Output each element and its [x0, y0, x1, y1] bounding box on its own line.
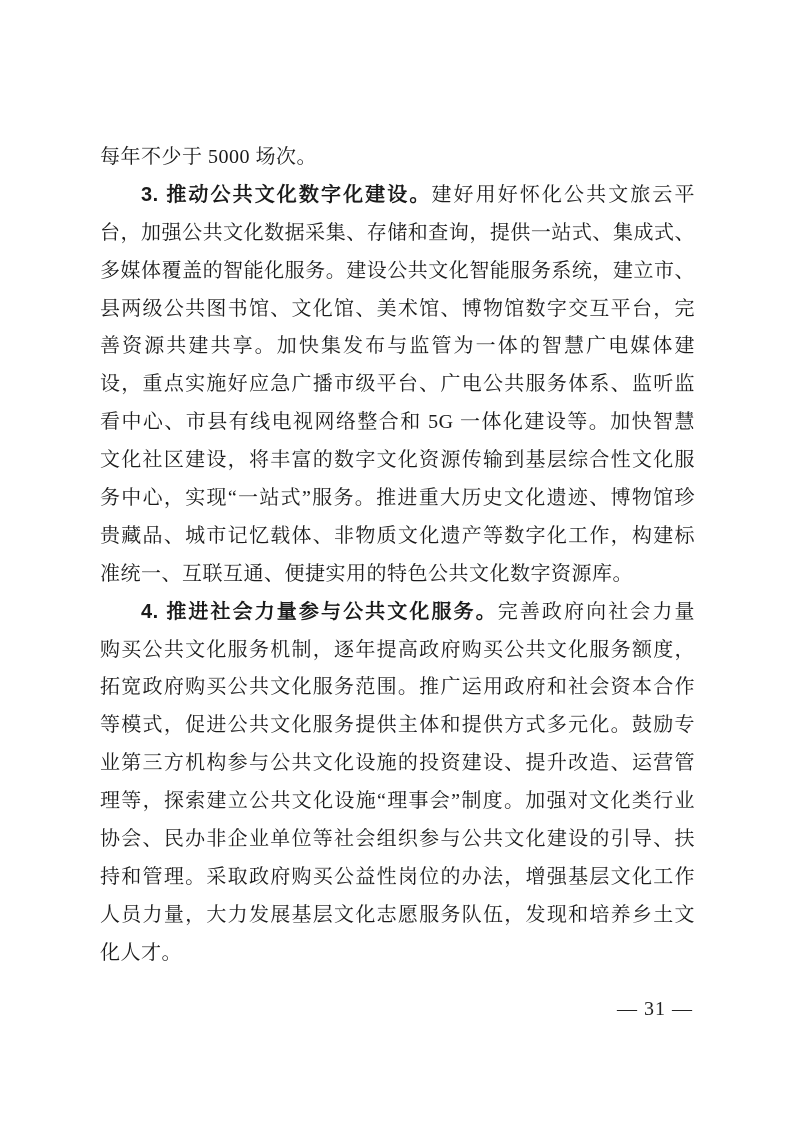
section-heading-3-line	[100, 177, 695, 215]
page-number: — 31 —	[617, 998, 693, 1020]
text-line: 购买公共文化服务机制，逐年提高政府购买公共文化服务额度，	[100, 638, 695, 661]
text-line: 看中心、市县有线电视网络整合和 5G 一体化建设等。加快智慧	[100, 411, 695, 434]
document-body	[100, 139, 695, 973]
text-line: 协会、民办非企业单位等社会组织参与公共文化建设的引导、扶	[100, 828, 695, 851]
text-line: 业第三方机构参与公共文化设施的投资建设、提升改造、运营管	[100, 752, 695, 775]
text-line: 持和管理。采取政府购买公益性岗位的办法，增强基层文化工作	[100, 865, 695, 888]
section-heading-3-continuation: 建好用好怀化公共文旅云平	[431, 183, 695, 206]
paragraph-end-line: 准统一、互联互通、便捷实用的特色公共文化数字资源库。	[100, 562, 633, 585]
paragraph-end-line: 化人才。	[100, 941, 182, 964]
text-line: 务中心，实现“一站式”服务。推进重大历史文化遗迹、博物馆珍	[100, 487, 695, 510]
text-line: 文化社区建设，将丰富的数字文化资源传输到基层综合性文化服	[100, 449, 695, 472]
text-line: 理等，探索建立公共文化设施“理事会”制度。加强对文化类行业	[100, 790, 695, 813]
section-heading-4-line	[100, 594, 695, 632]
text-line: 每年不少于 5000 场次。	[100, 146, 317, 168]
text-line: 县两级公共图书馆、文化馆、美术馆、博物馆数字交互平台，完	[100, 297, 695, 320]
text-line: 拓宽政府购买公共文化服务范围。推广运用政府和社会资本合作	[100, 676, 695, 699]
section-heading-3-bold: 3. 推动公共文化数字化建设。	[141, 183, 432, 206]
section-heading-4-bold: 4. 推进社会力量参与公共文化服务。	[141, 600, 498, 623]
text-line: 善资源共建共享。加快集发布与监管为一体的智慧广电媒体建	[100, 335, 695, 358]
section-heading-4-continuation: 完善政府向社会力量	[497, 600, 695, 623]
text-line: 贵藏品、城市记忆载体、非物质文化遗产等数字化工作，构建标	[100, 524, 695, 547]
text-line: 人员力量，大力发展基层文化志愿服务队伍，发现和培养乡土文	[100, 903, 695, 926]
text-line: 设，重点实施好应急广播市级平台、广电公共服务体系、监听监	[100, 373, 695, 396]
text-line: 台，加强公共文化数据采集、存储和查询，提供一站式、集成式、	[100, 221, 695, 244]
text-line: 等模式，促进公共文化服务提供主体和提供方式多元化。鼓励专	[100, 714, 695, 737]
text-line: 多媒体覆盖的智能化服务。建设公共文化智能服务系统，建立市、	[100, 259, 695, 282]
